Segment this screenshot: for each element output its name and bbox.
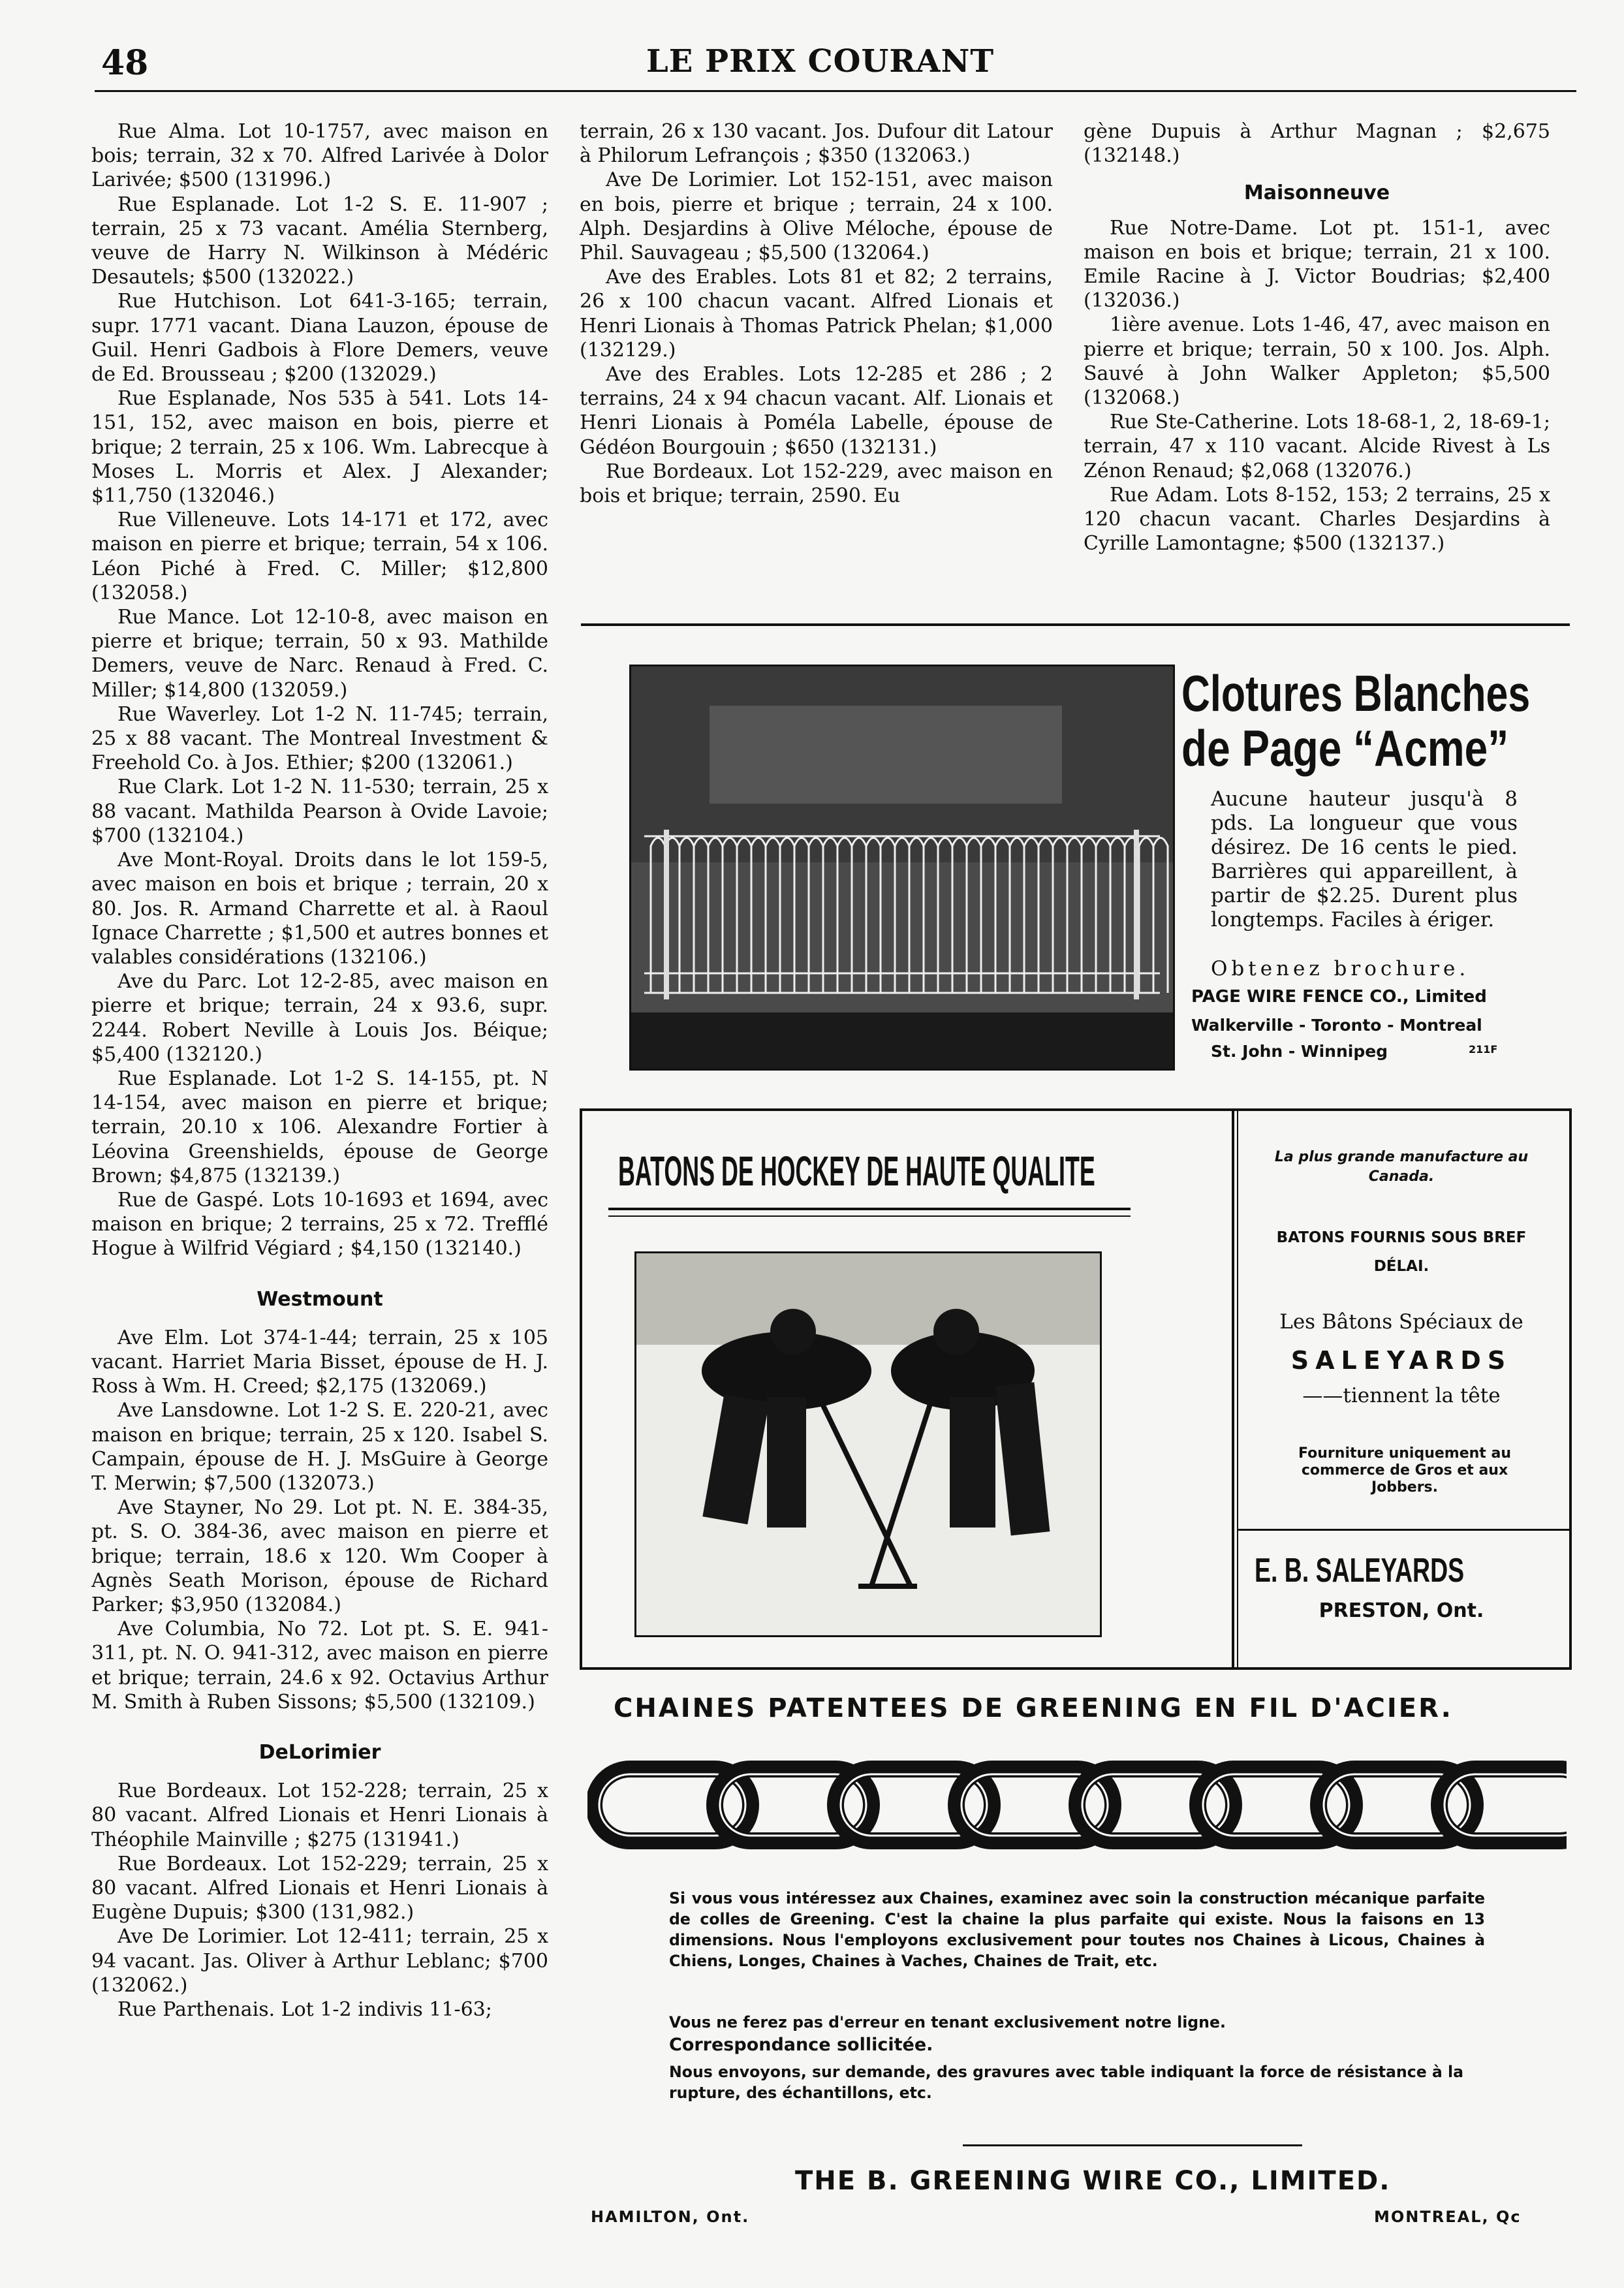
- sales-list-montreal: [91, 119, 548, 1261]
- sale-entry: Ave Elm. Lot 374-1-44; terrain, 25 x 105 vacant. Harriet Maria Bisset, épouse de H. J. Ross à Wm. H. Creed; $2,175 (132069.): [91, 1326, 548, 1398]
- page-number: 48: [101, 43, 149, 83]
- sale-entry: Rue Esplanade. Lot 1-2 S. 14-155, pt. N 14-154, avec maison en pierre et brique; terrain, 20.10 x 106. Alexandre Fortier à Léovina Greenshields, épouse de George Brown; $4,875 (132139.): [91, 1067, 548, 1187]
- hockey-divider: [1232, 1111, 1234, 1667]
- sale-entry: Rue de Gaspé. Lots 10-1693 et 1694, avec maison en brique; 2 terrains, 25 x 72. Trefflé Hogue à Wilfrid Végiard ; $4,150 (132140.): [91, 1188, 548, 1261]
- sale-entry: Ave De Lorimier. Lot 152-151, avec maison en bois, pierre et brique ; terrain, 24 x 100. Alph. Desjardins à Olive Méloche, épouse de Phil. Sauvageau ; $5,500 (132064.): [580, 168, 1053, 265]
- fence-ad-company: PAGE WIRE FENCE CO., Limited: [1191, 987, 1487, 1007]
- sale-entry: Rue Mance. Lot 12-10-8, avec maison en pierre et brique; terrain, 50 x 93. Mathilde Demers, veuve de Narc. Renaud à Fred. C. Miller; $14,800 (132059.): [91, 606, 548, 702]
- chain-ad-title: CHAINES PATENTEES DE GREENING EN FIL D'ACIER.: [614, 1693, 1453, 1723]
- sale-entry: Rue Ste-Catherine. Lots 18-68-1, 2, 18-69-1; terrain, 47 x 110 vacant. Alcide Rivest à Ls Zénon Renaud; $2,068 (132076.): [1084, 411, 1550, 482]
- hockey-side-5: Fourniture uniquement au commerce de Gros et aux Jobbers.: [1298, 1445, 1511, 1496]
- sale-entry: Rue Parthenais. Lot 1-2 indivis 11-63;: [117, 1998, 492, 2022]
- header-rule: [95, 90, 1576, 92]
- chain-ad-paragraph-1: Si vous vous intéressez aux Chaines, examinez avec soin la construction mécanique parfaite de colles de Greening. C'est la chaine la plus parfaite qui existe. Nous la faisons en 13 dimensions. Nous l'employons exclusivement pour toutes nos Chaines à Licous, Chaines à Chiens, Longes, Chaines à Vaches, Chaines de Trait, etc.: [669, 1889, 1485, 1970]
- chain-ad-right-city: MONTREAL, Qc: [1374, 2208, 1522, 2226]
- chain-ad-paragraph-2: Vous ne ferez pas d'erreur en tenant exclusivement notre ligne.: [669, 2013, 1226, 2031]
- fence-ad-title-1: Clotures Blanches: [1181, 665, 1531, 722]
- column-1: [91, 119, 548, 2022]
- chain-ad-rule: [963, 2144, 1302, 2146]
- sale-entry: Rue Adam. Lots 8-152, 153; 2 terrains, 25 x 120 chacun vacant. Charles Desjardins à Cyrille Lamontagne; $500 (132137.): [1084, 483, 1550, 556]
- chain-ad-correspondence: Correspondance sollicitée.: [669, 2035, 933, 2055]
- sale-entry: Ave des Erables. Lots 12-285 et 286 ; 2 terrains, 24 x 94 chacun vacant. Alf. Lionais et Henri Lionais à Poméla Labelle, épouse de Gédéon Bourgouin ; $650 (132131.): [580, 363, 1053, 459]
- sale-entry: Ave Lansdowne. Lot 1-2 S. E. 220-21, avec maison en brique; terrain, 25 x 120. Isabel S. Campain, épouse de H. J. MsGuire à George T. Merwin; $7,500 (132073.): [91, 1399, 548, 1495]
- hockey-side-3: Les Bâtons Spéciaux de: [1279, 1310, 1523, 1334]
- sale-entry: Ave du Parc. Lot 12-2-85, avec maison en pierre et brique; terrain, 24 x 93.6, supr. 2244. Robert Neville à Louis Jos. Béique; $5,400 (132120.): [91, 970, 548, 1066]
- sale-entry: Ave des Erables. Lots 81 et 82; 2 terrains, 26 x 100 chacun vacant. Alfred Lionais et Henri Lionais à Thomas Patrick Phelan; $1,000 (132129.): [580, 266, 1053, 362]
- hockey-divider-2: [1237, 1111, 1238, 1667]
- sale-entry: Rue Bordeaux. Lot 152-228; terrain, 25 x 80 vacant. Alfred Lionais et Henri Lionais à Théophile Mainville ; $275 (131941.): [91, 1779, 548, 1851]
- sale-entry: Rue Alma. Lot 10-1757, avec maison en bois; terrain, 32 x 70. Alfred Larivée à Dolor Larivée; $500 (131996.): [91, 120, 548, 192]
- chain-illustration: [587, 1736, 1567, 1887]
- fence-illustration: [631, 666, 1173, 1069]
- fence-ad-code: 211F: [1469, 1043, 1498, 1056]
- fence-photo: [629, 665, 1175, 1071]
- sale-entry: 1ière avenue. Lots 1-46, 47, avec maison en pierre et brique; terrain, 50 x 100. Jos. Alph. Sauvé à John Walker Appleton; $5,500 (132068.): [1084, 313, 1550, 410]
- column-3: [1084, 119, 1550, 556]
- fence-ad-cities-1: Walkerville - Toronto - Montreal: [1191, 1016, 1482, 1035]
- sale-entry: terrain, 26 x 130 vacant. Jos. Dufour dit Latour à Philorum Lefrançois ; $350 (132063.): [580, 120, 1053, 168]
- sales-list-cont: [1084, 119, 1550, 168]
- hockey-maker: E. B. SALEYARDS: [1255, 1552, 1465, 1590]
- sale-entry: Ave De Lorimier. Lot 12-411; terrain, 25 x 94 vacant. Jas. Oliver à Arthur Leblanc; $700 (132062.): [91, 1925, 548, 1997]
- hockey-title-rule-2: [608, 1215, 1131, 1217]
- fence-ad-title-2: de Page “Acme”: [1181, 719, 1509, 777]
- sale-entry: Ave Mont-Royal. Droits dans le lot 159-5, avec maison en bois et brique ; terrain, 20 x 80. Jos. R. Armand Charrette et al. à Raoul Ignace Charrette ; $1,500 et autres bonnes et valables considérations (132106.): [91, 849, 548, 969]
- sale-entry: Rue Esplanade. Lot 1-2 S. E. 11-907 ; terrain, 25 x 73 vacant. Amélia Sternberg, veuve de Harry N. Wilkinson à Médéric Desautels; $500 (132022.): [91, 193, 548, 289]
- column-divider-rule: [581, 623, 1570, 626]
- sales-list-maisonneuve: [1084, 216, 1550, 556]
- section-heading-delorimier: DeLorimier: [258, 1741, 381, 1764]
- sale-entry: Rue Bordeaux. Lot 152-229, avec maison en bois et brique; terrain, 2590. Eu: [580, 460, 1053, 508]
- hockey-side-4: ——tiennent la tête: [1302, 1384, 1501, 1407]
- section-heading-westmount: Westmount: [257, 1287, 383, 1311]
- hockey-photo: [634, 1251, 1102, 1637]
- hockey-side-rule: [1237, 1529, 1570, 1531]
- chain-ad-paragraph-4: Nous envoyons, sur demande, des gravures avec table indiquant la force de résistance à la rupture, des échantillons, etc.: [669, 2063, 1464, 2102]
- running-head: LE PRIX COURANT: [646, 43, 995, 80]
- column-2: [580, 119, 1053, 508]
- sales-list-delorimier: [91, 1779, 548, 2022]
- sale-entry: Ave Columbia, No 72. Lot pt. S. E. 941-311, pt. N. O. 941-312, avec maison en pierre et brique; terrain, 24.6 x 92. Octavius Arthur M. Smith à Ruben Sissons; $5,500 (132109.): [91, 1618, 548, 1714]
- sale-entry: Rue Esplanade, Nos 535 à 541. Lots 14-151, 152, avec maison en bois, pierre et brique; 2 terrain, 25 x 106. Wm. Labrecque à Moses L. Morris et Alex. J Alexander; $11,750 (132046.): [91, 387, 548, 508]
- chain-ad-company: THE B. GREENING WIRE CO., LIMITED.: [795, 2166, 1391, 2196]
- sales-list-westmount: [91, 1326, 548, 1714]
- fence-ad-brochure: Obtenez brochure.: [1211, 957, 1470, 980]
- sale-entry: Rue Bordeaux. Lot 152-229; terrain, 25 x 80 vacant. Alfred Lionais et Henri Lionais à Eugène Dupuis; $300 (131,982.): [91, 1852, 548, 1924]
- hockey-advertisement: [580, 1108, 1572, 1670]
- hockey-illustration: [636, 1253, 1100, 1635]
- hockey-side-1: La plus grande manufacture au Canada.: [1274, 1149, 1529, 1185]
- fence-ad-cities-2: St. John - Winnipeg: [1211, 1042, 1388, 1061]
- sale-entry: gène Dupuis à Arthur Magnan ; $2,675 (132148.): [1084, 120, 1550, 168]
- sale-entry: Rue Villeneuve. Lots 14-171 et 172, avec maison en pierre et brique; terrain, 54 x 106. Léon Piché à Fred. C. Miller; $12,800 (132058.): [91, 509, 548, 604]
- hockey-city: PRESTON, Ont.: [1319, 1599, 1484, 1622]
- sale-entry: Rue Clark. Lot 1-2 N. 11-530; terrain, 25 x 88 vacant. Mathilda Pearson à Ovide Lavoie; $700 (132104.): [91, 776, 548, 847]
- chain-ad-left-city: HAMILTON, Ont.: [591, 2208, 750, 2226]
- section-heading-maisonneuve: Maisonneuve: [1243, 181, 1390, 205]
- fence-advertisement: [627, 665, 1570, 1076]
- hockey-brand: SALEYARDS: [1290, 1346, 1512, 1375]
- sales-list-delorimier-cont: [580, 119, 1053, 508]
- sale-entry: Rue Waverley. Lot 1-2 N. 11-745; terrain, 25 x 88 vacant. The Montreal Investment & Freehold Co. à Jos. Ethier; $200 (132061.): [91, 702, 548, 775]
- hockey-title-rule: [608, 1208, 1131, 1210]
- fence-ad-body: Aucune hauteur jusqu'à 8 pds. La longueur que vous désirez. De 16 cents le pied. Barrières qui appareillent, à partir de $2.25. Durent plus longtemps. Faciles à ériger.: [1211, 787, 1518, 932]
- hockey-ad-title: BATONS DE HOCKEY DE HAUTE QUALITE: [618, 1148, 1095, 1195]
- sale-entry: Rue Notre-Dame. Lot pt. 151-1, avec maison en bois et brique; terrain, 21 x 100. Emile Racine à J. Victor Boudrias; $2,400 (132036.): [1084, 216, 1550, 313]
- hockey-side-2: BATONS FOURNIS SOUS BREF DÉLAI.: [1276, 1229, 1527, 1275]
- sale-entry: Ave Stayner, No 29. Lot pt. N. E. 384-35, pt. S. O. 384-36, avec maison en pierre et brique; terrain, 18.6 x 120. Wm Cooper à Agnès Seath Morison, épouse de Richard Parker; $3,950 (132084.): [91, 1496, 548, 1616]
- sale-entry: Rue Hutchison. Lot 641-3-165; terrain, supr. 1771 vacant. Diana Lauzon, épouse de Guil. Henri Gadbois à Flore Demers, veuve de Ed. Brousseau ; $200 (132029.): [91, 290, 548, 386]
